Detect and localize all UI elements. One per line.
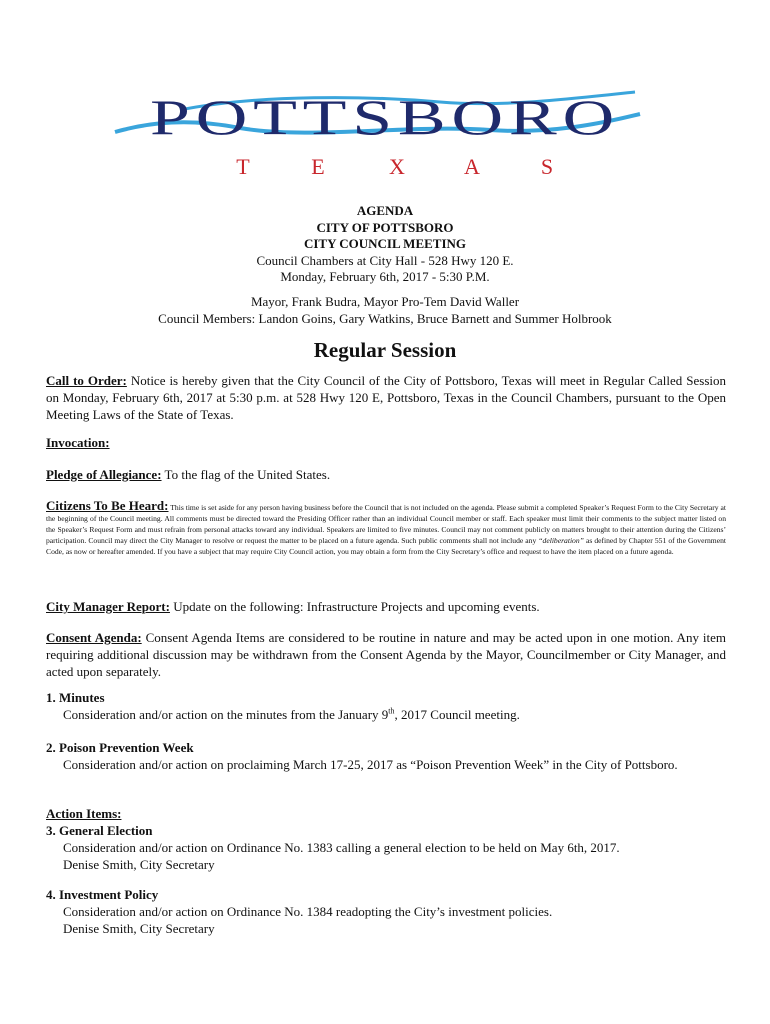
pottsboro-logo xyxy=(110,88,650,188)
agenda-header xyxy=(0,203,770,286)
city-manager-label: City Manager Report: xyxy=(46,599,170,614)
city-manager-section xyxy=(46,598,726,615)
logo-state-a: A xyxy=(464,154,480,179)
agenda-item-1 xyxy=(46,689,726,723)
item-4-responsible: Denise Smith, City Secretary xyxy=(63,921,215,936)
citizens-section xyxy=(46,500,726,557)
logo-state-x: X xyxy=(389,154,405,179)
item-1-title: 1. Minutes xyxy=(46,690,105,705)
mayor-line: Mayor, Frank Budra, Mayor Pro-Tem David Waller xyxy=(250,294,520,309)
consent-text: Consent Agenda Items are considered to be routine in nature and may be acted upon in one motion. Any item requiring additional discussion may be withdrawn from the Consent Agenda by the Mayor, Councilmember or City Manager, and acted upon separately. xyxy=(46,630,726,679)
item-3-responsible: Denise Smith, City Secretary xyxy=(63,857,215,872)
citizens-italic: “deliberation” xyxy=(538,536,584,545)
citizens-text-b: as defined by Chapter 551 of the Government Code, as now or hereafter amended. If you have a subject that may require City Council action, you may obtain a form from the City Secretary’s office and request to have the item placed on a future agenda. xyxy=(46,536,726,556)
pledge-label: Pledge of Allegiance: xyxy=(46,467,162,482)
header-location: Council Chambers at City Hall - 528 Hwy 120 E. xyxy=(256,252,514,268)
item-3-title: 3. General Election xyxy=(46,823,153,838)
item-1-text-b: , 2017 Council meeting. xyxy=(394,707,520,722)
logo-state-s: S xyxy=(540,154,554,179)
agenda-item-2 xyxy=(46,739,726,773)
pledge-text: To the flag of the United States. xyxy=(161,467,331,482)
header-meeting: CITY COUNCIL MEETING xyxy=(303,236,467,251)
item-2-title: 2. Poison Prevention Week xyxy=(46,740,194,755)
header-agenda: AGENDA xyxy=(356,203,414,218)
item-1-text xyxy=(46,706,726,723)
header-datetime: Monday, February 6th, 2017 - 5:30 P.M. xyxy=(280,269,490,284)
consent-section xyxy=(46,629,726,680)
item-4-text: Consideration and/or action on Ordinance No. 1384 readopting the City’s investment policies. xyxy=(63,904,553,919)
logo-state-e: E xyxy=(311,154,325,179)
invocation-label: Invocation: xyxy=(46,435,110,450)
citizens-label: Citizens To Be Heard: xyxy=(46,498,169,513)
invocation-section xyxy=(46,434,726,451)
logo-wordmark: POTTSBORO xyxy=(150,89,620,145)
item-1-text-a: Consideration and/or action on the minutes from the January 9 xyxy=(63,707,389,722)
item-3-text: Consideration and/or action on Ordinance No. 1383 calling a general election to be held on May 6th, 2017. xyxy=(63,840,620,855)
logo-state-t: T xyxy=(236,154,250,179)
item-4-title: 4. Investment Policy xyxy=(46,887,159,902)
item-1-sup: th xyxy=(388,706,395,716)
action-items-label: Action Items: xyxy=(46,806,122,821)
call-to-order-text: Notice is hereby given that the City Council of the City of Pottsboro, Texas will meet in Regular Called Session on Monday, February 6th, 2017 at 5:30 p.m. at 528 Hwy 120 E, Pottsboro, Texas in the Council Chambers, pursuant to the Open Meeting Laws of the State of Texas. xyxy=(46,373,726,422)
item-2-text: Consideration and/or action on proclaiming March 17-25, 2017 as “Poison Prevention Week” in the City of Pottsboro. xyxy=(63,757,678,772)
council-members-line: Council Members: Landon Goins, Gary Watkins, Bruce Barnett and Summer Holbrook xyxy=(158,310,612,326)
officials xyxy=(0,294,770,327)
action-items-section xyxy=(46,805,726,873)
agenda-item-4 xyxy=(46,886,726,937)
header-city: CITY OF POTTSBORO xyxy=(316,219,454,235)
city-manager-text: Update on the following: Infrastructure Projects and upcoming events. xyxy=(169,599,540,614)
pledge-section xyxy=(46,466,726,483)
session-title: Regular Session xyxy=(313,338,457,362)
citizens-text-a: This time is set aside for any person having business before the Council that is not included on the agenda. Please submit a completed Speaker’s Request Form to the City Secretary at the beginning of the Council meeting. All comments must be directed toward the Presiding Officer rather than an individual Council member or staff. Each speaker must limit their comments to the subject matter listed on the Speaker’s Request Form and must refrain from personal attacks toward any individual. Speakers are limited to five minutes. Council may not comment publicly on matters brought to their attention during the Citizens’ participation. Council may direct the City Manager to resolve or request the matter to be placed on a future agenda. Such public comments shall not include any xyxy=(46,503,726,545)
call-to-order-label: Call to Order: xyxy=(46,373,127,388)
consent-label: Consent Agenda: xyxy=(46,630,142,645)
call-to-order-section xyxy=(46,372,726,423)
